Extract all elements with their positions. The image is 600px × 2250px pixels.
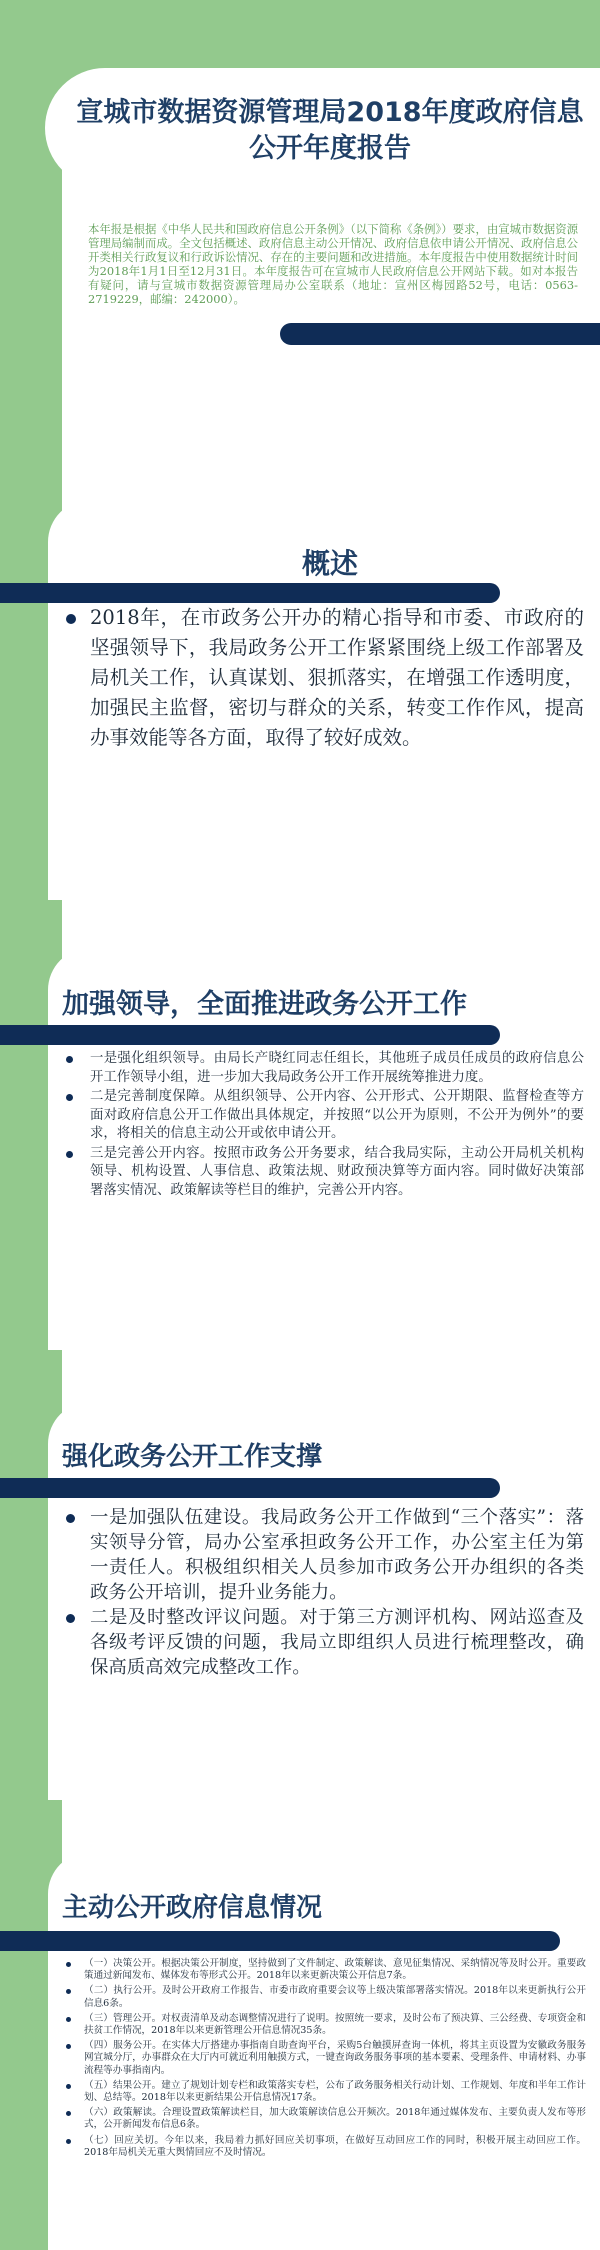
- green-side-band: [0, 0, 62, 450]
- leadership-slide: [0, 900, 600, 1350]
- list-item: 三是完善公开内容。按照市政务公开务要求，结合我局实际，主动公开局机关机构领导、机构设置、人事信息、政策法规、财政预决算等方面内容。同时做好决策部署落实情况、政策解读等栏目的维护，完善公开内容。: [64, 1145, 584, 1201]
- support-slide: [0, 1350, 600, 1800]
- bullet-list: [64, 1958, 586, 2162]
- list-item: （五）结果公开。建立了规划计划专栏和政策落实专栏，公布了政务服务相关行动计划、工作规划、年度和半年工作计划、总结等。2018年以来更新结果公开信息情况17条。: [64, 2080, 586, 2104]
- list-item: 一是强化组织领导。由局长产晓红同志任组长，其他班子成员任成员的政府信息公开工作领导小组，进一步加大我局政务公开工作开展统筹推进力度。: [64, 1050, 584, 1087]
- list-item: 二是及时整改评议问题。对于第三方测评机构、网站巡查及各级考评反馈的问题，我局立即组织人员进行梳理整改，确保高质高效完成整改工作。: [64, 1605, 584, 1680]
- title-slide: [0, 0, 600, 450]
- bullet-icon: [66, 2084, 71, 2089]
- report-intro: 本年报是根据《中华人民共和国政府信息公开条例》（以下简称《条例》）要求，由宣城市数据资源管理局编制而成。全文包括概述、政府信息主动公开情况、政府信息依申请公开情况、政府信息公开类相关行政复议和行政诉讼情况、存在的主要问题和改进措施。本年度报告中使用数据统计时间为2018年1月1日至12月31日。本年度报告可在宣城市人民政府信息公开网站下载。如对本报告有疑问，请与宣城市数据资源管理局办公室联系（地址：宣州区梅园路52号，电话：0563-2719229，邮编：242000）。: [88, 222, 578, 306]
- bullet-icon: [66, 2111, 71, 2116]
- overview-slide: [0, 450, 600, 900]
- list-item: （二）执行公开。及时公开政府工作报告、市委市政府重要会议等上级决策部署落实情况。2018年以来更新执行公开信息6条。: [64, 1985, 586, 2009]
- bullet-icon: [66, 1989, 71, 1994]
- disclosure-slide: [0, 1800, 600, 2250]
- bullet-icon: [66, 614, 76, 624]
- list-item: 2018年，在市政务公开办的精心指导和市委、市政府的坚强领导下，我局政务公开工作紧紧围绕上级工作部署及局机关工作，认真谋划、狠抓落实，在增强工作透明度，加强民主监督，密切与群众的关系，转变工作作风，提高办事效能等各方面，取得了较好成效。: [64, 603, 584, 753]
- bullet-icon: [66, 1614, 75, 1623]
- bullet-icon: [66, 1962, 71, 1967]
- bullet-icon: [66, 1094, 73, 1101]
- section-heading: 主动公开政府信息情况: [62, 1893, 323, 1923]
- report-title: 宣城市数据资源管理局2018年度政府信息公开年度报告: [76, 97, 584, 164]
- navy-accent-bar: [0, 1025, 500, 1045]
- bullet-list: [64, 1505, 584, 1680]
- list-item: （一）决策公开。根据决策公开制度，坚持做到了文件制定、政策解读、意见征集情况、采纳情况等及时公开。重要政策通过新闻发布、媒体发布等形式公开。2018年以来更新决策公开信息7条。: [64, 1958, 586, 1982]
- bullet-list: [64, 1050, 584, 1201]
- navy-accent-bar: [0, 1931, 560, 1951]
- section-heading: 强化政务公开工作支撑: [62, 1442, 323, 1472]
- navy-accent-bar: [0, 583, 500, 603]
- bullet-list: [64, 603, 584, 753]
- list-item: （六）政策解读。合理设置政策解读栏目，加大政策解读信息公开频次。2018年通过媒体发布、主要负责人发布等形式，公开新闻发布信息6条。: [64, 2107, 586, 2131]
- navy-accent-bar: [280, 323, 600, 345]
- bullet-icon: [66, 1151, 73, 1158]
- navy-accent-bar: [0, 1478, 500, 1498]
- list-item: 一是加强队伍建设。我局政务公开工作做到“三个落实”：落实领导分管，局办公室承担政务公开工作，办公室主任为第一责任人。积极组织相关人员参加市政务公开办组织的各类政务公开培训，提升业务能力。: [64, 1505, 584, 1605]
- bullet-icon: [66, 1514, 75, 1523]
- list-item: （三）管理公开。对权责清单及动态调整情况进行了说明。按照统一要求，及时公布了预决算、三公经费、专项资金和扶贫工作情况，2018年以来更新管理公开信息情况35条。: [64, 2013, 586, 2037]
- bullet-icon: [66, 2044, 71, 2049]
- bullet-icon: [66, 1056, 73, 1063]
- section-heading: 加强领导，全面推进政务公开工作: [62, 989, 467, 1020]
- list-item: 二是完善制度保障。从组织领导、公开内容、公开形式、公开期限、监督检查等方面对政府信息公开工作做出具体规定，并按照“以公开为原则，不公开为例外”的要求，将相关的信息主动公开或依申请公开。: [64, 1088, 584, 1144]
- list-item: （四）服务公开。在实体大厅搭建办事指南自助查询平台，采购5台触摸屏查询一体机，将其主页设置为安徽政务服务网宣城分厅，办事群众在大厅内可就近利用触摸方式，一键查询政务服务事项的基本要素、受理条件、申请材料、办事流程等办事指南内。: [64, 2040, 586, 2077]
- list-item: （七）回应关切。今年以来，我局着力抓好回应关切事项，在做好互动回应工作的同时，积极开展主动回应工作。2018年局机关无重大舆情回应不及时情况。: [64, 2135, 586, 2159]
- section-heading: 概述: [301, 547, 358, 580]
- bullet-icon: [66, 2139, 71, 2144]
- bullet-icon: [66, 2017, 71, 2022]
